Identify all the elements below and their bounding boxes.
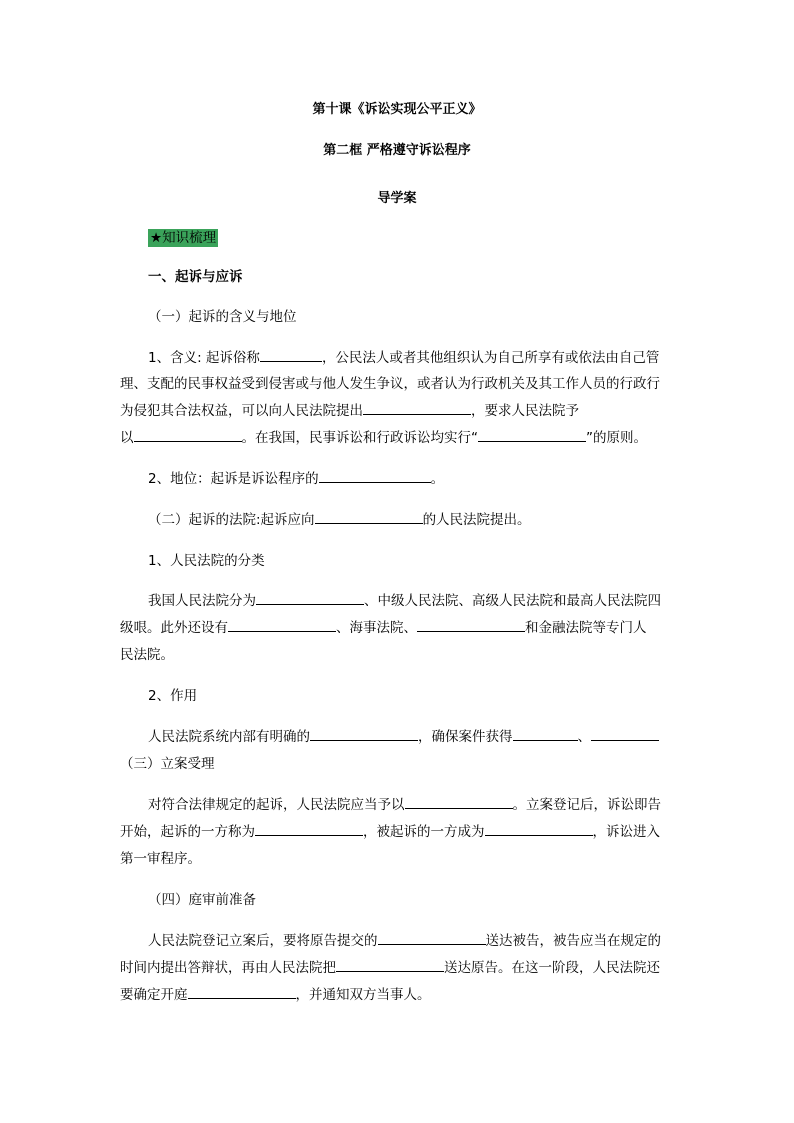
para3-line3: 民法院。 bbox=[120, 647, 174, 663]
fill-blank[interactable] bbox=[310, 728, 418, 741]
para2 bbox=[148, 470, 444, 488]
para5-line2 bbox=[120, 823, 660, 841]
text: 我国人民法院分为 bbox=[148, 593, 256, 609]
text: 1、含义: 起诉俗称 bbox=[148, 350, 260, 366]
text: ，要求人民法院予 bbox=[471, 403, 579, 419]
para3-line1 bbox=[148, 592, 661, 610]
text: 。 bbox=[430, 471, 445, 487]
fill-blank[interactable] bbox=[405, 796, 513, 809]
text: 开始，起诉的一方称为 bbox=[120, 824, 255, 840]
para1-line4 bbox=[120, 429, 647, 447]
para1-line2: 理、支配的民事权益受到侵害或与他人发生争议，或者认为行政机关及其工作人员的行政行 bbox=[120, 376, 660, 392]
text: 对符合法律规定的起诉，人民法院应当予以 bbox=[148, 797, 405, 813]
text: （二）起诉的法院:起诉应向 bbox=[148, 512, 315, 528]
subheading-2-2: 2、作用 bbox=[148, 688, 198, 704]
text: 要确定开庭 bbox=[120, 987, 188, 1003]
text: 、 bbox=[577, 729, 591, 745]
heading-1: 一、起诉与应诉 bbox=[148, 269, 243, 285]
subheading-4: （四）庭审前准备 bbox=[148, 892, 256, 908]
text: 、中级人民法院、高级人民法院和最高人民法院四 bbox=[364, 593, 661, 609]
text: 。立案登记后，诉讼即告 bbox=[512, 797, 661, 813]
subheading-3: （三）立案受理 bbox=[120, 756, 215, 772]
text: ，被起诉的一方成为 bbox=[363, 824, 485, 840]
fill-blank[interactable] bbox=[315, 511, 423, 524]
text: 送达被告，被告应当在规定的 bbox=[485, 933, 661, 949]
text: 送达原告。在这一阶段，人民法院还 bbox=[444, 960, 660, 976]
text: 为侵犯其合法权益，可以向人民法院提出 bbox=[120, 403, 363, 419]
text: 级哏。此外还设有 bbox=[120, 620, 228, 636]
subheading-2-1: 1、人民法院的分类 bbox=[148, 553, 265, 569]
para1-line1 bbox=[148, 349, 659, 367]
text: 人民法院系统内部有明确的 bbox=[148, 729, 310, 745]
section-tag bbox=[148, 229, 218, 247]
text: ，并通知双方当事人。 bbox=[295, 987, 431, 1003]
doc-title: 第十课《诉讼实现公平正义》 bbox=[312, 102, 482, 117]
para1-line3 bbox=[120, 402, 579, 420]
fill-blank[interactable] bbox=[228, 619, 336, 632]
subheading-2 bbox=[148, 511, 531, 529]
fill-blank[interactable] bbox=[260, 349, 322, 362]
doc-type: 导学案 bbox=[377, 191, 417, 206]
para6-line3 bbox=[120, 986, 431, 1004]
para6-line1 bbox=[148, 932, 661, 950]
text: 时间内提出答辩状，再由人民法院把 bbox=[120, 960, 336, 976]
fill-blank[interactable] bbox=[188, 986, 296, 999]
text: 。在我国，民事诉讼和行政诉讼均实行“ bbox=[241, 430, 478, 446]
text: 以 bbox=[120, 430, 134, 446]
para6-line2 bbox=[120, 959, 660, 977]
fill-blank[interactable] bbox=[363, 402, 471, 415]
fill-blank[interactable] bbox=[256, 592, 364, 605]
para3-line2 bbox=[120, 619, 647, 637]
text: ”的原则。 bbox=[586, 430, 647, 446]
text: 2、地位：起诉是诉讼程序的 bbox=[148, 471, 319, 487]
fill-blank[interactable] bbox=[478, 429, 586, 442]
fill-blank[interactable] bbox=[134, 429, 242, 442]
text: 人民法院登记立案后，要将原告提交的 bbox=[148, 933, 378, 949]
para5-line1 bbox=[148, 796, 661, 814]
doc-subtitle: 第二框 严格遵守诉讼程序 bbox=[323, 143, 471, 158]
text: 的人民法院提出。 bbox=[422, 512, 531, 528]
para5-line3: 第一审程序。 bbox=[120, 851, 201, 867]
text: 和金融法院等专门人 bbox=[525, 620, 647, 636]
text: ，确保案件获得 bbox=[418, 729, 513, 745]
text: ，公民法人或者其他组织认为自己所享有或依法由自己管 bbox=[321, 350, 660, 366]
fill-blank[interactable] bbox=[591, 728, 659, 741]
fill-blank[interactable] bbox=[513, 728, 578, 741]
fill-blank[interactable] bbox=[417, 619, 525, 632]
fill-blank[interactable] bbox=[485, 823, 593, 836]
knowledge-tag: ★知识梳理 bbox=[150, 230, 217, 246]
text: ，诉讼进入 bbox=[592, 824, 660, 840]
text: 、海事法院、 bbox=[336, 620, 417, 636]
fill-blank[interactable] bbox=[319, 470, 431, 483]
fill-blank[interactable] bbox=[255, 823, 363, 836]
fill-blank[interactable] bbox=[336, 959, 444, 972]
para4 bbox=[148, 728, 659, 746]
fill-blank[interactable] bbox=[378, 932, 486, 945]
subheading-1: （一）起诉的含义与地位 bbox=[148, 309, 297, 325]
